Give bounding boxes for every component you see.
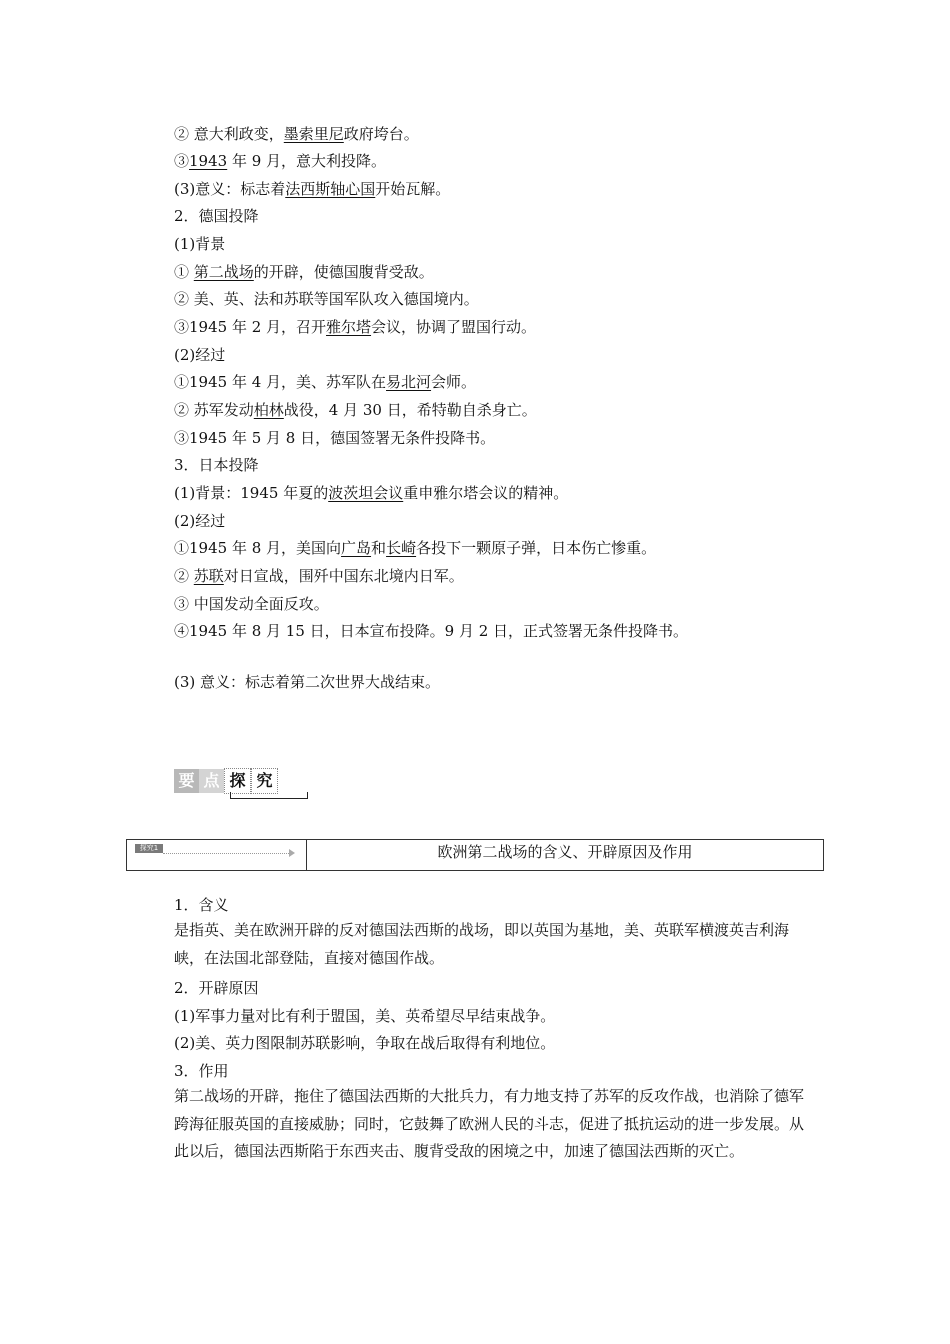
reason-item: (2)美、英力图限制苏联影响，争取在战后取得有利地位。 (174, 1034, 556, 1052)
banner-char: 要 (174, 769, 199, 793)
text-span: ① (174, 263, 194, 281)
banner-char: 点 (199, 769, 224, 793)
section-banner (174, 768, 308, 800)
text-line: ③1945 年 5 月 8 日，德国签署无条件投降书。 (174, 429, 496, 447)
text-span: 会师。 (431, 373, 477, 391)
text-line: (3) 意义：标志着第二次世界大战结束。 (174, 673, 441, 691)
dotted-arrow (163, 853, 291, 854)
text-span: 开始瓦解。 (375, 180, 451, 198)
text-span: ② 意大利政变， (174, 125, 284, 143)
text-span: ③ (174, 152, 190, 170)
text-span: 战役，4 月 30 日，希特勒自杀身亡。 (283, 401, 537, 419)
underlined-term: 法西斯轴心国 (285, 180, 376, 198)
text-line (174, 151, 386, 171)
paragraph-text: 第二战场的开辟，拖住了德国法西斯的大批兵力，有力地支持了苏军的反攻作战，也消除了德军跨海征服英国的直接威胁；同时，它鼓舞了欧洲人民的斗志，促进了抵抗运动的进一步发展。从此以后，德国法西斯陷于东西夹击、腹背受敌的困境之中，加速了德国法西斯的灭亡。 (174, 1087, 805, 1160)
text-span: 会议，协调了盟国行动。 (371, 318, 537, 336)
subheading: (1)背景 (174, 235, 226, 253)
paragraph-effect (174, 1083, 816, 1166)
banner-char: 探 (224, 768, 251, 794)
text-line (174, 483, 568, 503)
subheading: (2)经过 (174, 512, 226, 530)
topic-label-cell (127, 840, 307, 870)
underlined-term: 波茨坦会议 (328, 484, 404, 502)
text-line (174, 566, 464, 586)
text-line (174, 400, 537, 420)
topic-chip: 探究1 (135, 844, 163, 853)
text-line (174, 317, 536, 337)
reason-item: (1)军事力量对比有利于盟国，美、英希望尽早结束战争。 (174, 1007, 556, 1025)
text-line: ③ 中国发动全面反攻。 (174, 595, 329, 613)
arrow-icon (289, 849, 295, 857)
topic-title: 欧洲第二战场的含义、开辟原因及作用 (437, 843, 693, 861)
underlined-term: 易北河 (386, 373, 432, 391)
text-line (174, 538, 656, 558)
text-line (174, 372, 476, 392)
underlined-term: 第二战场 (193, 263, 254, 281)
text-span: 的开辟，使德国腹背受敌。 (253, 263, 434, 281)
text-span: 年 9 月，意大利投降。 (227, 152, 387, 170)
text-span: 各投下一颗原子弹，日本伤亡惨重。 (416, 539, 657, 557)
text-span: ①1945 年 8 月，美国向 (174, 539, 342, 557)
underlined-term: 雅尔塔 (326, 318, 372, 336)
text-span: 对日宣战，围歼中国东北境内日军。 (223, 567, 464, 585)
paragraph-text: 是指英、美在欧洲开辟的反对德国法西斯的战场，即以英国为基地，美、英联军横渡英吉利海峡，在法国北部登陆，直接对德国作战。 (174, 921, 790, 967)
text-line (174, 262, 434, 282)
text-span: 政府垮台。 (343, 125, 419, 143)
underlined-term: 长崎 (386, 539, 417, 557)
text-span: ② (174, 567, 194, 585)
text-span: 重申雅尔塔会议的精神。 (403, 484, 569, 502)
underlined-term: 墨索里尼 (283, 125, 344, 143)
topic-header-table (126, 839, 824, 871)
text-line: ④1945 年 8 月 15 日，日本宣布投降。9 月 2 日，正式签署无条件投降书。 (174, 622, 689, 640)
text-line (174, 124, 419, 144)
heading-meaning: 1．含义 (174, 896, 229, 914)
text-span: (3)意义：标志着 (174, 180, 286, 198)
subheading: (2)经过 (174, 346, 226, 364)
text-span: (1)背景：1945 年夏的 (174, 484, 329, 502)
text-line: ② 美、英、法和苏联等国军队攻入德国境内。 (174, 290, 479, 308)
text-span: ③1945 年 2 月，召开 (174, 318, 327, 336)
paragraph-meaning (174, 917, 816, 972)
underlined-term: 1943 (189, 152, 228, 170)
underlined-term: 苏联 (193, 567, 224, 585)
heading-reasons: 2．开辟原因 (174, 979, 259, 997)
heading-japan-surrender: 3．日本投降 (174, 456, 259, 474)
banner-bracket (230, 792, 308, 799)
text-span: ①1945 年 4 月，美、苏军队在 (174, 373, 387, 391)
text-line (174, 179, 450, 199)
text-span: ② 苏军发动 (174, 401, 254, 419)
banner-char: 究 (251, 768, 278, 794)
heading-effect: 3．作用 (174, 1062, 229, 1080)
heading-german-surrender: 2．德国投降 (174, 207, 259, 225)
underlined-term: 广岛 (341, 539, 372, 557)
text-span: 和 (371, 539, 387, 557)
underlined-term: 柏林 (253, 401, 284, 419)
